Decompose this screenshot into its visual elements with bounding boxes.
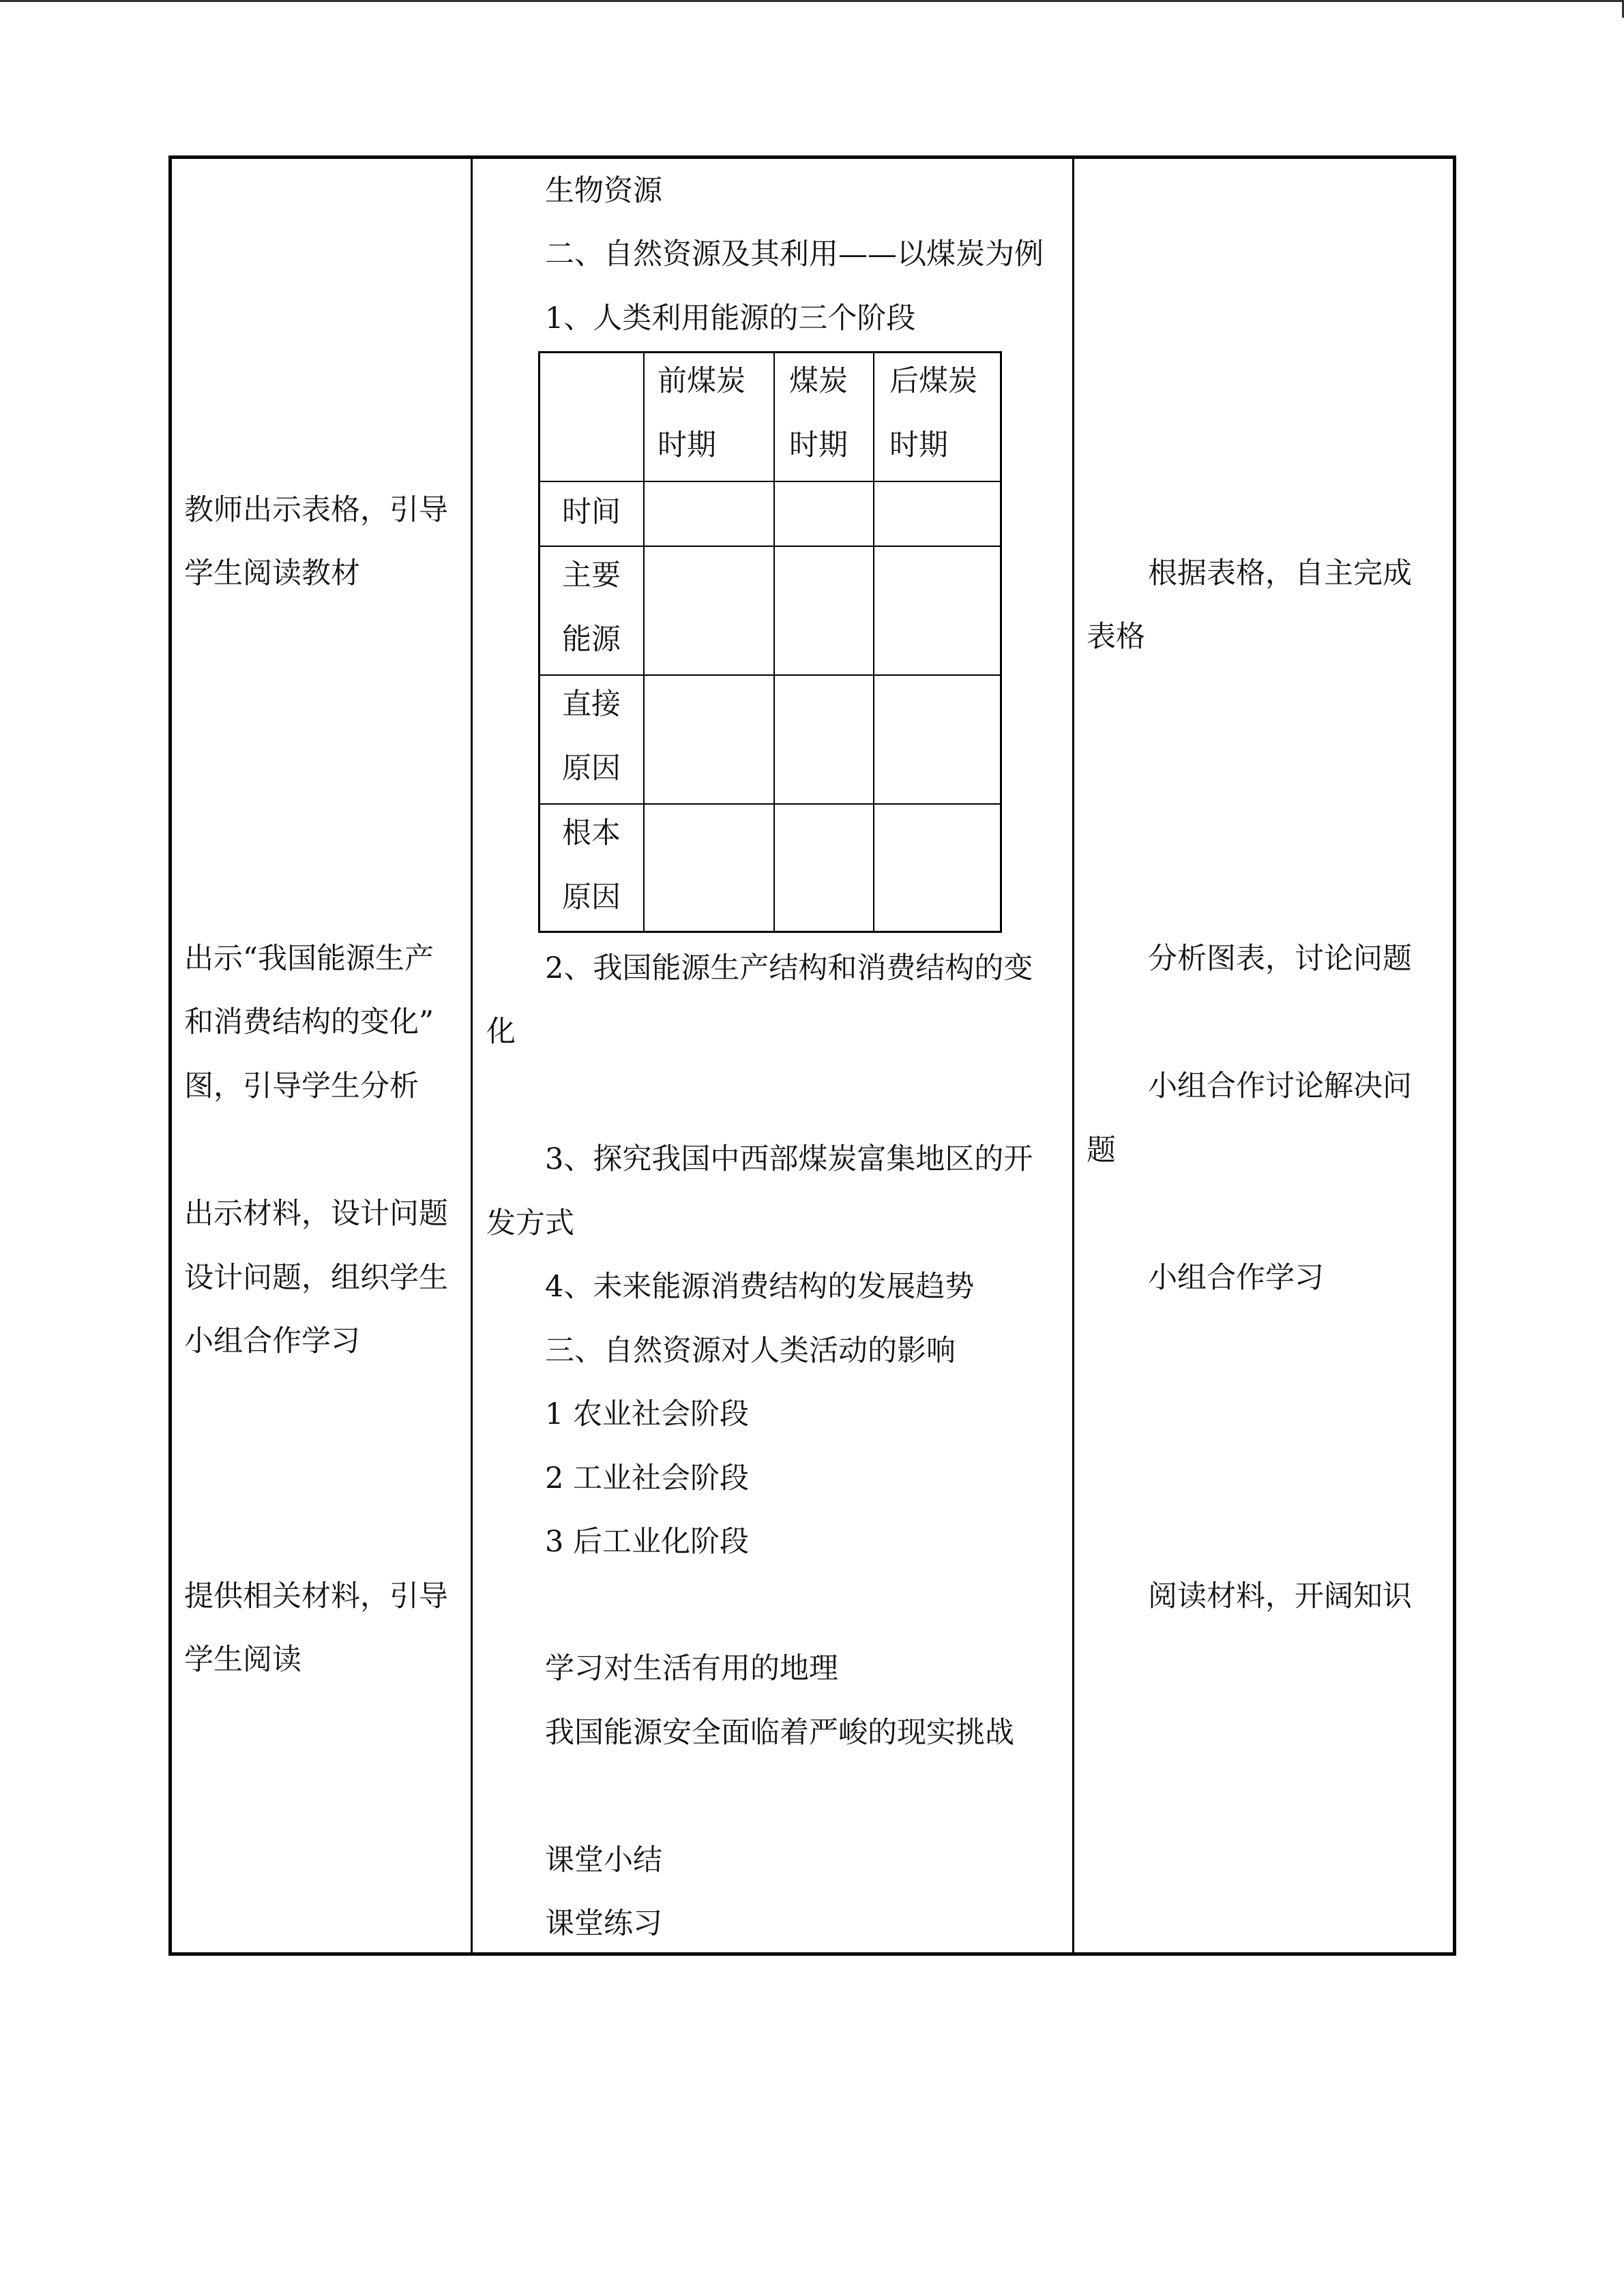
teacher-text: 和消费结构的变化”	[184, 1005, 434, 1039]
student-text: 小组合作学习	[1148, 1261, 1324, 1295]
student-text: 阅读材料，开阔知识	[1148, 1579, 1412, 1613]
table-row-label: 原因	[562, 751, 621, 786]
grid-line	[540, 674, 1000, 676]
teacher-text: 出示材料，设计问题	[184, 1197, 448, 1231]
grid-line	[540, 481, 1000, 482]
table-header-cell: 后煤炭	[889, 364, 977, 398]
teacher-text: 设计问题，组织学生	[184, 1261, 448, 1295]
teacher-text: 教师出示表格，引导	[184, 493, 448, 527]
column-divider-2	[1072, 159, 1074, 1952]
content-line: 课堂小结	[545, 1843, 662, 1877]
table-row-label: 原因	[562, 880, 621, 914]
content-line: 我国能源安全面临着严峻的现实挑战	[545, 1716, 1014, 1750]
content-line: 4、未来能源消费结构的发展趋势	[545, 1270, 975, 1304]
page-top-edge	[0, 0, 1624, 2]
student-text: 分析图表，讨论问题	[1148, 942, 1412, 976]
grid-line	[643, 353, 645, 931]
teacher-text: 学生阅读	[184, 1643, 301, 1677]
table-header-cell: 时期	[889, 428, 948, 462]
grid-line	[773, 353, 775, 931]
grid-line	[540, 803, 1000, 805]
section-heading: 二、自然资源及其利用——以煤炭为例	[545, 237, 1044, 271]
teacher-text: 小组合作学习	[184, 1324, 360, 1358]
student-text: 题	[1087, 1133, 1116, 1167]
teacher-text: 学生阅读教材	[184, 556, 360, 591]
table-row-label: 时间	[562, 495, 621, 529]
energy-stages-table	[538, 351, 1002, 933]
section-heading: 三、自然资源对人类活动的影响	[545, 1334, 956, 1368]
student-text: 根据表格，自主完成	[1148, 556, 1412, 591]
content-line: 2 工业社会阶段	[545, 1461, 750, 1495]
content-line: 1 农业社会阶段	[545, 1397, 750, 1431]
table-header-cell: 前煤炭	[658, 364, 745, 398]
content-line: 1、人类利用能源的三个阶段	[545, 301, 916, 336]
content-line: 3、探究我国中西部煤炭富集地区的开	[545, 1142, 1033, 1176]
teacher-text: 提供相关材料，引导	[184, 1579, 448, 1613]
grid-line	[873, 353, 874, 931]
table-row-label: 直接	[562, 687, 621, 721]
content-line: 发方式	[486, 1206, 574, 1240]
teacher-text: 出示“我国能源生产	[184, 942, 434, 976]
content-line: 生物资源	[545, 174, 662, 208]
column-divider-1	[471, 159, 473, 1952]
table-header-cell: 时期	[658, 428, 716, 462]
table-header-cell: 煤炭	[789, 364, 848, 398]
content-line: 课堂练习	[545, 1907, 662, 1941]
grid-line	[540, 546, 1000, 547]
teacher-text: 图，引导学生分析	[184, 1069, 419, 1103]
student-text: 表格	[1087, 620, 1145, 654]
table-header-cell: 时期	[789, 428, 848, 462]
content-line: 学习对生活有用的地理	[545, 1652, 838, 1686]
student-text: 小组合作讨论解决问	[1148, 1069, 1412, 1103]
content-line: 2、我国能源生产结构和消费结构的变	[545, 951, 1033, 985]
content-line: 3 后工业化阶段	[545, 1525, 750, 1559]
table-row-label: 主要	[562, 558, 621, 593]
table-row-label: 根本	[562, 816, 621, 850]
content-line: 化	[486, 1015, 516, 1049]
table-row-label: 能源	[562, 623, 621, 657]
